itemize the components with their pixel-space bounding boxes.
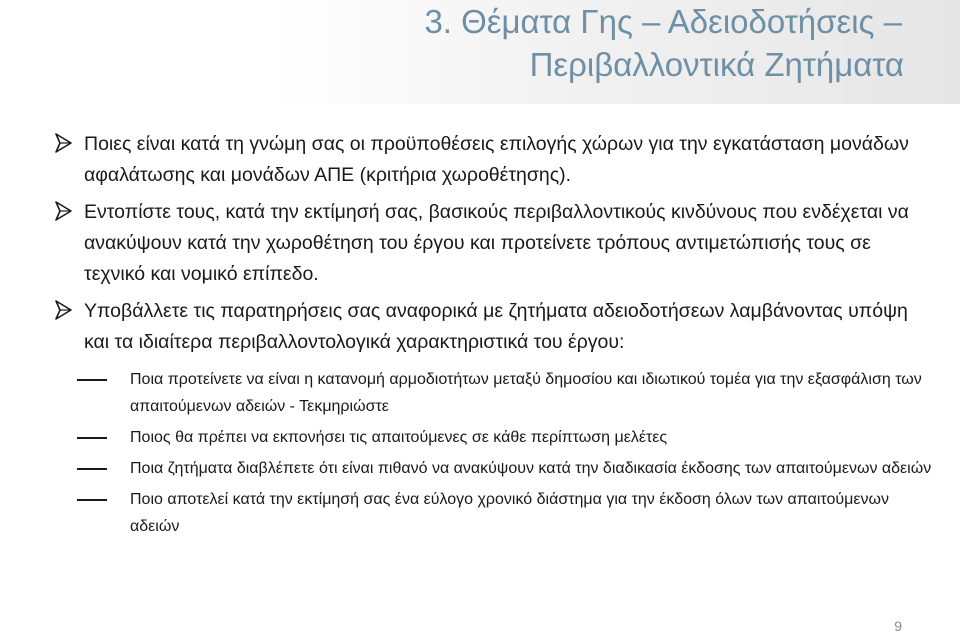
sub-bullet-text: Ποιο αποτελεί κατά την εκτίμησή σας ένα εύλογο χρονικό διάστημα για την έκδοση όλων των απαιτούμενων αδειών [130,491,889,535]
slide-title [424,0,904,86]
sub-bullet-item [130,366,934,420]
bullet-text: Ποιες είναι κατά τη γνώμη σας οι προϋποθέσεις επιλογής χώρων για την εγκατάσταση μονάδων αφαλάτωσης και μονάδων ΑΠΕ (κριτήρια χωροθέτησης). [84,133,909,186]
page-number: 9 [894,618,902,634]
dash-bullet-icon [77,499,107,501]
bullet-item [54,197,934,290]
bullet-item [54,129,934,191]
dash-bullet-icon [77,379,107,381]
arrow-bullet-icon [54,198,74,224]
bullet-text: Υποβάλλετε τις παρατηρήσεις σας αναφορικά με ζητήματα αδειοδοτήσεων λαμβάνοντας υπόψη και τα ιδιαίτερα περιβαλλοντολογικά χαρακτηριστικά του έργου: [84,300,908,353]
arrow-bullet-icon [54,130,74,156]
bullet-text: Εντοπίστε τους, κατά την εκτίμησή σας, βασικούς περιβαλλοντικούς κινδύνους που ενδέχεται να ανακύψουν κατά την χωροθέτηση του έργου και προτείνετε τρόπους αντιμετώπισής τους σε τεχνικό και νομικό επίπεδο. [84,201,909,285]
slide-content [54,129,934,540]
arrow-bullet-icon [54,297,74,323]
slide-title-line-1: 3. Θέματα Γης – Αδειοδοτήσεις – [424,3,902,40]
sub-bullet-item [130,424,934,451]
sub-bullet-item [130,486,934,540]
sub-bullet-text: Ποια προτείνετε να είναι η κατανομή αρμοδιοτήτων μεταξύ δημοσίου και ιδιωτικού τομέα για την εξασφάλιση των απαιτούμενων αδειών - Τεκμηριώστε [130,371,922,415]
bullet-item [54,296,934,358]
slide-title-line-2: Περιβαλλοντικά Ζητήματα [529,46,904,83]
dash-bullet-icon [77,468,107,470]
sub-bullet-text: Ποια ζητήματα διαβλέπετε ότι είναι πιθανό να ανακύψουν κατά την διαδικασία έκδοσης των απαιτούμενων αδειών [130,460,932,477]
dash-bullet-icon [77,437,107,439]
sub-bullet-item [130,455,934,482]
sub-bullet-text: Ποιος θα πρέπει να εκπονήσει τις απαιτούμενες σε κάθε περίπτωση μελέτες [130,429,668,446]
